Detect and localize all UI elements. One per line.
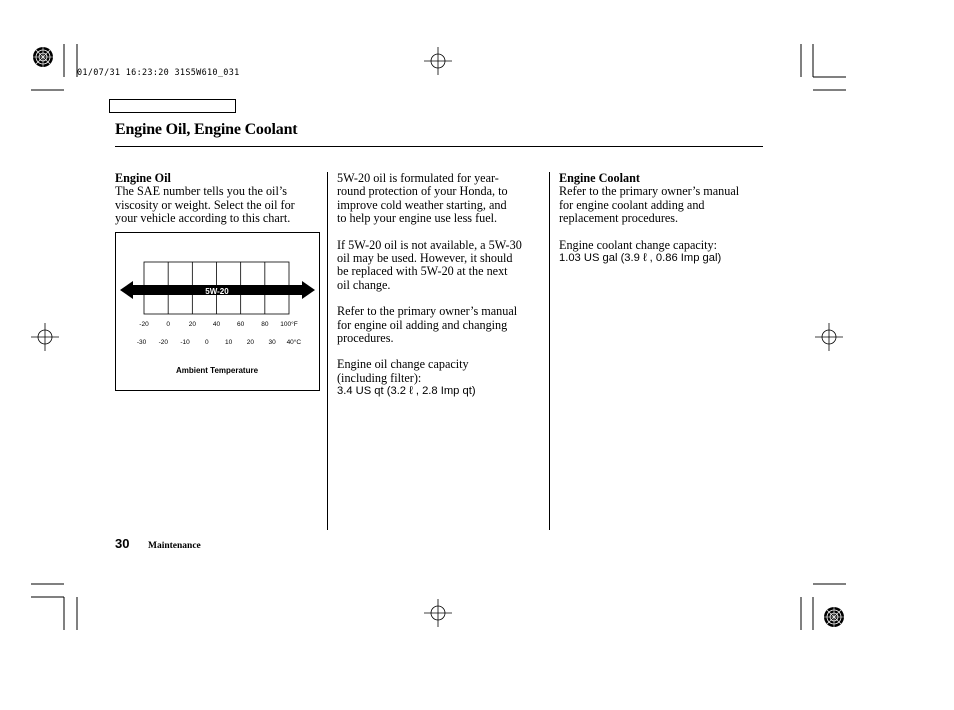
text-line: procedures. (337, 331, 394, 346)
fahrenheit-tick-label: -20 (139, 321, 149, 328)
text-line: viscosity or weight. Select the oil for (115, 197, 295, 212)
engine-coolant-heading: Engine Coolant (559, 171, 640, 185)
text-line: Engine oil change capacity (337, 357, 469, 372)
celsius-tick-label: 10 (224, 339, 233, 346)
text-line: oil change. (337, 277, 391, 292)
text-line: replacement procedures. (559, 211, 679, 226)
text-line: be replaced with 5W-20 at the next (337, 264, 508, 279)
coolant-capacity-value: 1.03 US gal (3.9 ℓ , 0.86 Imp gal) (559, 252, 722, 265)
crosshair-icon (31, 323, 59, 351)
text-line: Engine coolant change capacity: (559, 237, 718, 252)
text-line: If 5W-20 oil is not available, a 5W-30 (337, 237, 522, 252)
print-code: 01/07/31 16:23:20 31S5W610_031 (77, 68, 240, 78)
fahrenheit-tick-label: 40 (212, 321, 221, 328)
text-line: Refer to the primary owner’s manual (559, 184, 740, 199)
text-line: The SAE number tells you the oil’s (115, 184, 287, 199)
page-number: 30 (115, 536, 130, 551)
engine-oil-details-column (337, 172, 542, 399)
fahrenheit-tick-label: 100°F (280, 321, 298, 328)
registration-target-icon (824, 607, 844, 627)
text-line: your vehicle according to this chart. (115, 211, 291, 226)
oil-capacity-value: 3.4 US qt (3.2 ℓ , 2.8 Imp qt) (337, 385, 476, 398)
celsius-tick-label: 20 (246, 339, 254, 346)
x-axis-label: Ambient Temperature (175, 366, 259, 375)
text-line: 5W-20 oil is formulated for year- (337, 171, 499, 185)
band-label: 5W-20 (205, 287, 229, 296)
celsius-tick-label: 40°C (286, 339, 302, 346)
title-rule (115, 146, 763, 147)
fahrenheit-tick-label: 80 (261, 321, 269, 328)
text-line: oil may be used. However, it should (337, 251, 513, 266)
section-name: Maintenance (148, 541, 201, 551)
celsius-tick-label: -10 (180, 339, 190, 346)
header-tab-box (109, 99, 236, 113)
fahrenheit-tick-label: 20 (188, 321, 196, 328)
crosshair-icon (424, 599, 452, 627)
registration-target-icon (33, 47, 53, 67)
text-line: for engine coolant adding and (559, 197, 705, 212)
fahrenheit-tick-labels (139, 320, 297, 328)
celsius-tick-label: -20 (158, 339, 169, 346)
crosshair-icon (424, 47, 452, 75)
page-title: Engine Oil, Engine Coolant (115, 121, 298, 138)
celsius-tick-label: 30 (268, 339, 276, 346)
celsius-tick-label: 0 (205, 339, 209, 346)
fahrenheit-tick-label: 0 (166, 321, 170, 328)
text-line: round protection of your Honda, to (337, 184, 508, 199)
celsius-tick-label: -30 (136, 339, 147, 346)
engine-coolant-column (559, 172, 764, 265)
crosshair-icon (815, 323, 843, 351)
text-line: improve cold weather starting, and (337, 197, 507, 212)
engine-oil-column (115, 172, 320, 226)
celsius-tick-labels (137, 338, 302, 346)
column-divider (327, 172, 328, 530)
column-divider (549, 172, 550, 530)
fahrenheit-tick-label: 60 (237, 321, 245, 328)
oil-viscosity-chart (115, 232, 320, 391)
text-line: for engine oil adding and changing (337, 317, 508, 332)
text-line: Refer to the primary owner’s manual (337, 304, 518, 319)
text-line: (including filter): (337, 370, 422, 385)
text-line: to help your engine use less fuel. (337, 211, 498, 226)
engine-oil-heading: Engine Oil (115, 171, 171, 185)
